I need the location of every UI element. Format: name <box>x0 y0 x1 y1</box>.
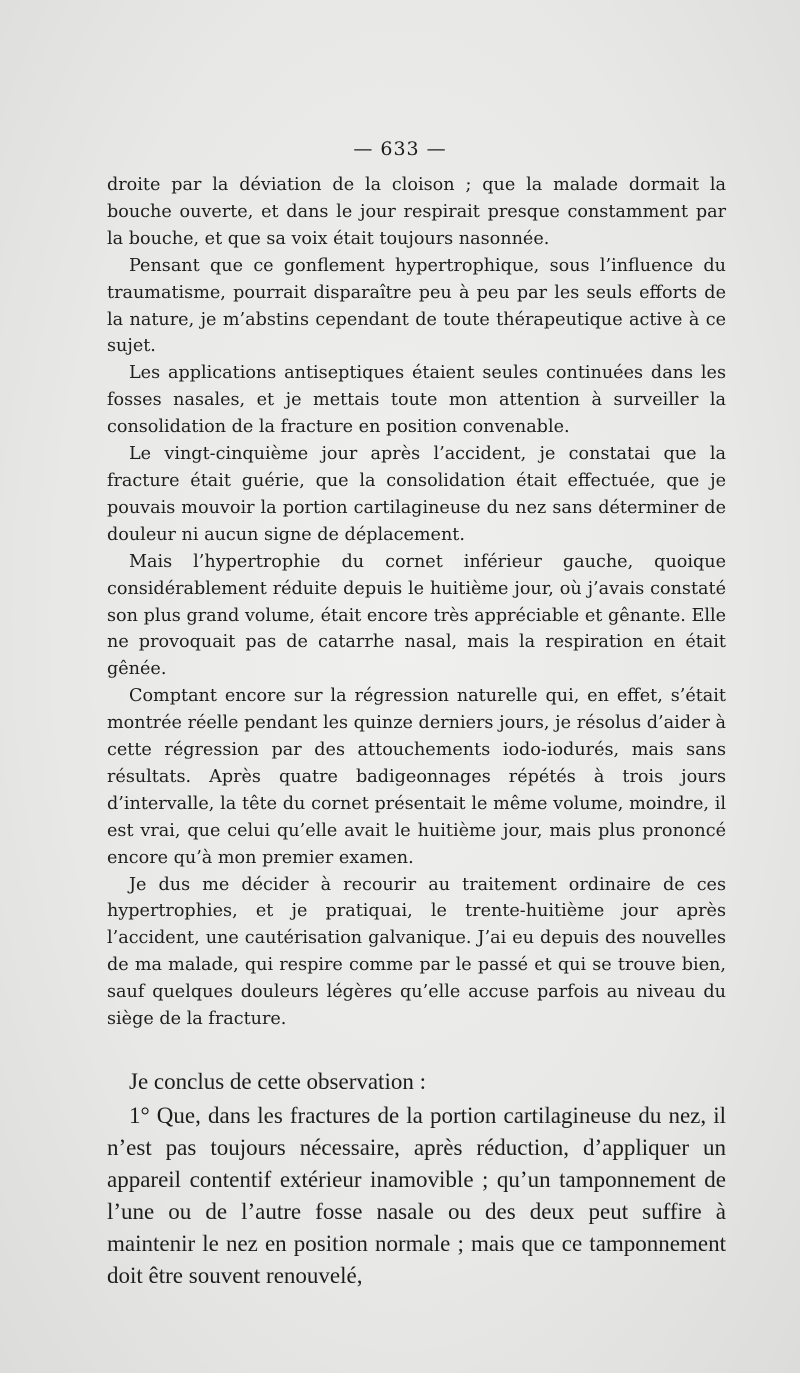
paragraph: droite par la déviation de la cloison ; que la malade dormait la bouche ouverte, et dans le jour respirait presque constamment par la bouche, et que sa voix était toujours nasonnée. <box>107 175 726 249</box>
paragraph: Pensant que ce gonflement hypertrophique, sous l’influence du traumatisme, pourrait disparaître peu à peu par les seuls efforts de la nature, je m’abstins cependant de toute thérapeutique active à ce sujet. <box>107 255 726 357</box>
paragraph: Mais l’hypertrophie du cornet inférieur gauche, quoique considérablement réduite depuis le huitième jour, où j’avais constaté son plus grand volume, était encore très appréciable et gênante. Elle ne provoquait pas de catarrhe nasal, mais la respiration en était gênée. <box>107 551 726 680</box>
paragraph: Les applications antiseptiques étaient seules continuées dans les fosses nasales, et je mettais toute mon attention à surveiller la consolidation de la fracture en position convenable. <box>107 363 726 438</box>
paragraph: Comptant encore sur la régression naturelle qui, en effet, s’était montrée réelle pendant les quinze derniers jours, je résolus d’aider à cette régression par des attouchements iodo-iodurés, mais sans résultats. Après quatre badigeonnages répétés à trois jours d’intervalle, la tête du cornet présentait le même volume, moindre, il est vrai, que celui qu’elle avait le huitième jour, mais plus prononcé encore qu’à mon premier examen. <box>107 686 726 868</box>
conclusion-lead: Je conclus de cette observation : <box>129 1069 426 1094</box>
body-text-large <box>107 1066 726 1292</box>
paragraph: Je dus me décider à recourir au traitement ordinaire de ces hypertrophies, et je pratiquai, le trente-huitième jour après l’accident, une cautérisation galvanique. J’ai eu depuis des nouvelles de ma malade, qui respire comme par le passé et qui se trouve bien, sauf quelques douleurs légères qu’elle accuse parfois au niveau du siège de la fracture. <box>107 874 726 1030</box>
conclusion-paragraph: 1° Que, dans les fractures de la portion cartilagineuse du nez, il n’est pas toujours nécessaire, après réduction, d’appliquer un appareil contentif extérieur inamovible ; qu’un tamponnement de l’une ou de l’autre fosse nasale ou des deux peut suffire à maintenir le nez en position normale ; mais que ce tamponnement doit être souvent renouvelé, <box>107 1103 726 1288</box>
page-number: — 633 — <box>353 138 447 160</box>
paragraph: Le vingt-cinquième jour après l’accident, je constatai que la fracture était guérie, que la consolidation était effectuée, que je pouvais mouvoir la portion cartilagineuse du nez sans déterminer de douleur ni aucun signe de déplacement. <box>107 444 726 545</box>
body-text-small <box>107 172 726 1033</box>
